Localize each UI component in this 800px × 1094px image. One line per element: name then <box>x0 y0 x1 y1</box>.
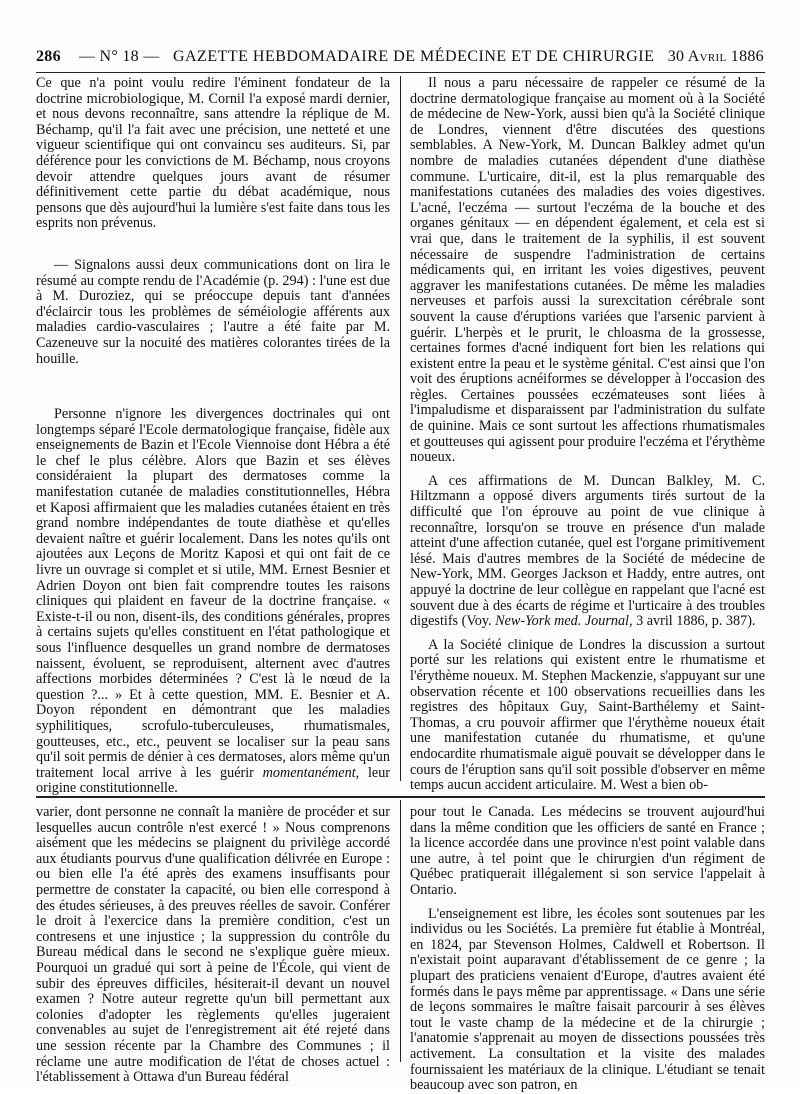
paragraph-cornil: Ce que n'a point voulu redire l'éminent fondateur de la doctrine microbiologique, M. Cornil l'a exposé mardi dernier, et nous devons reconnaître, sans attendre la réplique de M. Béchamp, qu'il l'a fait avec une précision, une netteté et une vigueur scientifique qui ont convaincu ses auditeurs. Si, par déférence pour les convictions de M. Béchamp, nous croyons devoir attendre quelques jours avant de résumer définitivement cette partie du débat académique, nous pensons que dès aujourd'hui la lumière s'est faite dans tous les esprits non prévenus. <box>36 75 390 232</box>
paragraph-communications: — Signalons aussi deux communications dont on lira le résumé au compte rendu de l'Académie (p. 294) : l'une est due à M. Duroziez, qui se préoccupe depuis tant d'années d'éclaircir tous les problèmes de séméiologie afférents aux maladies cardio-vasculaires ; l'autre a été faite par M. Cazeneuve sur la nocuité des matières colorantes tirées de la houille. <box>36 256 390 367</box>
issue-date: 30 Avril 1886 <box>667 48 764 65</box>
header-left <box>36 48 160 66</box>
paragraph-dermatology-doctrines <box>36 407 390 797</box>
emphasis-text: momentanément, <box>262 764 360 781</box>
paragraph-text-end: 3 avril 1886, p. 387). <box>636 613 756 630</box>
paragraph-london-society: A la Société clinique de Londres la discussion a surtout porté sur les relations qui existent entre le rhumatisme et l'érythème noueux. M. Stephen Mackenzie, s'appuyant sur une observation récente et 100 observations recueillies dans les registres des hôpitaux Guy, Saint-Barthélemy et Saint-Thomas, a cru pouvoir affirmer que l'érythème noueux était une manifestation cutanée du rhumatisme, et qu'une endocardite rhumatismale aiguë pouvait se développer dans le cours de l'éruption sans qu'il soit possible d'observer en même temps aucun accident articulaire. M. West a bien ob- <box>410 636 765 794</box>
top-left-column <box>36 76 390 797</box>
issue-number: — N° 18 — <box>78 48 160 65</box>
paragraph-hiltzmann <box>410 474 765 630</box>
paragraph-new-york-society: Il nous a paru nécessaire de rappeler ce résumé de la doctrine dermatologique française au moment où à la Société de médecine de New-York, aussi bien qu'à la Société clinique de Londres, viennent d'être discutées des questions semblables. A New-York, M. Duncan Balkley admet qu'un nombre de maladies cutanées dépendent d'une diathèse commune. L'urticaire, dit-il, est la plus remarquable des manifestations cutanées des maladies des voies digestives. L'acné, l'eczéma — surtout l'eczéma de la bouche et des organes génitaux — en dépendent également, et cela est si vrai que, dans le traitement de la syphilis, il est souvent nécessaire de suspendre l'administration de certains médicaments qui, en irritant les voies digestives, peuvent aggraver les manifestations cutanées. De même les maladies nerveuses et parfois aussi la surexcitation cérébrale sont souvent la cause d'éruptions variées que l'arsenic parvient à guérir. L'herpès et le prurit, le chloasma de la grossesse, certaines formes d'acné indiquent fort bien les relations qui existent entre la peau et le système génital. C'est ainsi que l'on voit des éruptions acnéiformes se développer à l'occasion des règles. Certaines poussées eczémateuses sont liées à l'impaludisme et disparaissent par l'administration du sulfate de quinine. Mais ce sont surtout les affections rhumatismales et goutteuses qui agissent pour produire l'eczéma et l'érythème noueux. <box>410 75 765 466</box>
top-column-divider <box>400 76 401 781</box>
paragraph-text: Personne n'ignore les divergences doctrinales qui ont longtemps séparé l'Ecole dermatologique française, fidèle aux enseignements de Bazin et l'Ecole Viennoise dont Hébra a été le chef le plus célèbre. Alors que Bazin et ses élèves considéraient la plupart des dermatoses comme la manifestation cutanée de maladies constitutionnelles, Hébra et Kaposi affirmaient que les maladies cutanées étaient en très grand nombre indépendantes de toute diathèse et qu'elles devaient naître et guérir localement. Dans les notes qu'ils ont ajoutées aux Leçons de Moritz Kaposi et qui ont fait de ce livre un ouvrage si complet et si utile, MM. Ernest Besnier et Adrien Doyon ont bien fait comprendre toutes les raisons cliniques qui plaident en faveur de la doctrine française. « Existe-t-il ou non, disent-ils, des conditions générales, propres à certains sujets qu'elles constituent en l'état pathologique et sous l'influence desquelles un grand nombre de dermatoses naissent, évoluent, se reproduisent, alternent avec d'autres affections morbides déterminées ? C'est là le nœud de la question ?... » Et à cette question, MM. E. Besnier et A. Doyon répondent en démontrant que les maladies syphilitiques, scrofulo-tuberculeuses, rhumatismales, goutteuses, etc., etc., peuvent se localiser sur la peau sans qu'il soit permis de dénier à ces dermatoses, alors même qu'un traitement local arrive à les guérir <box>36 406 390 781</box>
paragraph-enseignement: L'enseignement est libre, les écoles sont soutenues par les individus ou les Sociétés. La première fut établie à Montréal, en 1824, par Stevenson Holmes, Caldwell et Robertson. Il n'existait point auparavant d'établissement de ce genre ; la plupart des praticiens venaient d'Europe, d'autres avaient été formés dans le pays même par apprentissage. « Dans une série de leçons sommaires le maître faisait parcourir à ses élèves tout le vaste champ de la médecine et de la chirurgie ; l'anatomie s'apprenait au moyen de dissections poussées très activement. La consultation et la visite des malades fournissaient les matériaux de la clinique. L'étudiant se tenait beaucoup avec son patron, en <box>410 905 765 1094</box>
journal-citation: New-York med. Journal, <box>495 613 633 630</box>
header-rule <box>36 72 765 73</box>
paragraph-canada-licence: pour tout le Canada. Les médecins se trouvent aujourd'hui dans la même condition que les officiers de santé en France ; la licence accordée dans une province n'est point valable dans une autre, à tel point que le chirurgien d'un régiment de Québec pratiquerait illégalement si son service l'appelait à Ontario. <box>410 804 765 898</box>
page-number: 286 <box>36 48 61 65</box>
journal-title: GAZETTE HEBDOMADAIRE DE MÉDECINE ET DE CHIRURGIE <box>172 48 655 65</box>
paragraph-canada-controle: varier, dont personne ne connaît la manière de procéder et sur lesquelles aucun contrôle n'est exercé ! » Nous comprenons aisément que les médecins se plaignent du privilège accordé aux étudiants pourvus d'une qualification délivrée en Europe : ou bien elle l'a été après des examens insuffisants pour permettre de constater la capacité, ou bien elle correspond à des études sérieuses, à des preuves réelles de savoir. Conférer le droit à l'exercice dans la première condition, c'est un contresens et une injustice ; la suppression du contrôle du Bureau médical dans le second ne s'explique guère mieux. Pourquoi un gradué qui sort à peine de l'École, qui vient de subir des épreuves difficiles, hésiterait-il devant un nouvel examen ? Notre auteur regrette qu'un bill permettant aux colonies d'adopter les règlements qu'elles jugeraient convenables au sujet de l'enregistrement ait été rejeté dans une session récente par la Chambre des Communes ; il réclame une autre modification de l'état de choses actuel : l'établissement à Ottawa d'un Bureau fédéral <box>36 804 390 1086</box>
page-header <box>36 44 764 70</box>
bottom-right-column <box>410 805 765 1094</box>
paragraph-text-end: leur origine constitutionnelle. <box>36 764 391 797</box>
bottom-left-column <box>36 805 390 1086</box>
paragraph-text: A ces affirmations de M. Duncan Balkley, M. C. Hiltzmann a opposé divers arguments tirés surtout de la difficulté que l'on éprouve au point de vue clinique à reconnaître, lorsqu'on se trouve en présence d'un malade atteint d'une affection cutanée, quel est l'organe primitivement lésé. Mais d'autres membres de la Société de médecine de New-York, MM. Georges Jackson et Haddy, entre autres, ont appuyé la doctrine de leur collègue en rappelant que l'acné est souvent due à des écarts de régime et l'urticaire à des troubles digestifs (Voy. <box>410 472 765 630</box>
top-right-column <box>410 76 765 794</box>
bottom-column-divider <box>400 800 401 1062</box>
